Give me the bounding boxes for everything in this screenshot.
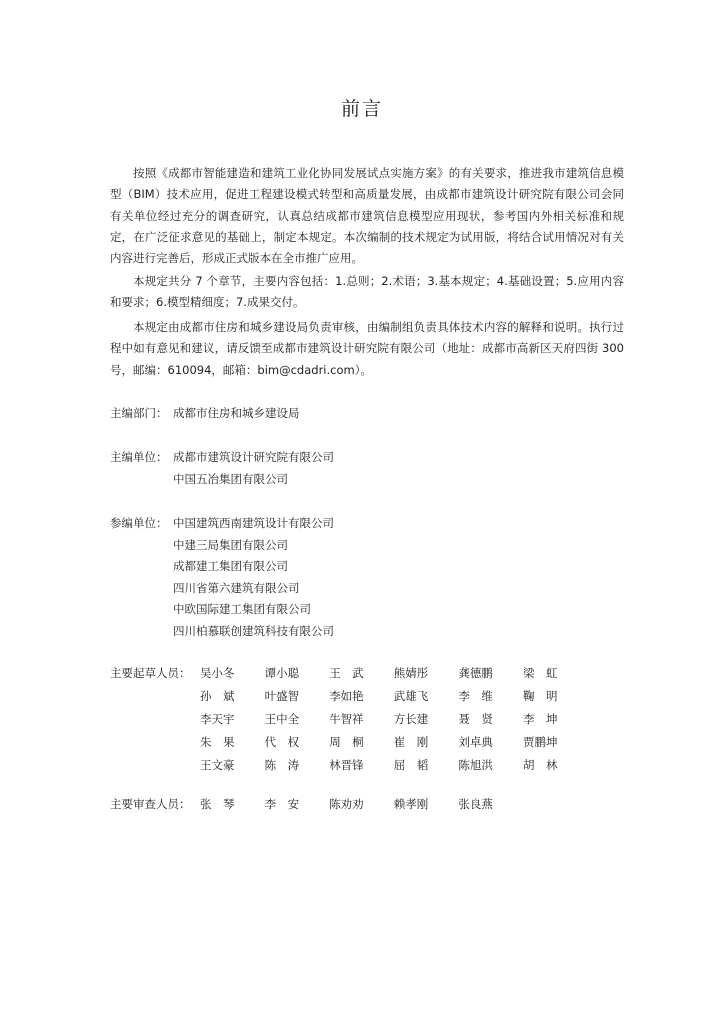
preface-paragraph-2: 本规定共分 7 个章节，主要内容包括：1.总则；2.术语；3.基本规定；4.基础设置；5.应用内容和要求；6.模型精细度；7.成果交付。 bbox=[110, 274, 624, 310]
drafter-name: 熊婧彤 bbox=[393, 666, 429, 680]
chief-units-section bbox=[110, 447, 334, 490]
drafter-name: 屈 韬 bbox=[393, 758, 429, 773]
drafter-name: 牛智祥 bbox=[329, 712, 364, 727]
drafter-name: 孙 斌 bbox=[200, 689, 235, 704]
drafter-name: 李天宇 bbox=[200, 712, 235, 727]
drafter-name: 李如艳 bbox=[329, 689, 364, 704]
chief-unit: 中国五冶集团有限公司 bbox=[173, 471, 288, 486]
drafter-name: 谭小聪 bbox=[264, 666, 300, 680]
drafter-name: 王中全 bbox=[264, 712, 300, 727]
drafter-name: 陈旭洪 bbox=[458, 758, 493, 773]
chief-department-value: 成都市住房和城乡建设局 bbox=[173, 406, 300, 420]
drafter-name: 崔 刚 bbox=[393, 735, 429, 750]
reviewer-name: 李 安 bbox=[264, 797, 300, 811]
reviewer-name: 赖孝刚 bbox=[393, 797, 429, 811]
reviewers-row bbox=[110, 793, 523, 816]
drafters-label: 主要起草人员： bbox=[110, 666, 191, 680]
preface-paragraph-1: 按照《成都市智能建造和建筑工业化协同发展试点实施方案》的有关要求，推进我市建筑信息模型（BIM）技术应用，促进工程建设模式转型和高质量发展，由成都市建筑设计研究院有限公司会同有关单位经过充分的调查研究，认真总结成都市建筑信息模型应用现状，参考国内外相关标准和规定，在广泛征求意见的基础上，制定本规定。本次编制的技术规定为试用版，将结合试用情况对有关内容进行完善后，形成正式版本在全市推广应用。 bbox=[110, 166, 624, 266]
drafters-row bbox=[110, 685, 588, 708]
drafter-name: 陈 涛 bbox=[264, 758, 300, 773]
drafter-name: 林晋锋 bbox=[329, 758, 364, 773]
drafter-name: 李 维 bbox=[458, 689, 493, 704]
participating-units-section bbox=[110, 513, 334, 642]
preface-paragraph-3: 本规定由成都市住房和城乡建设局负责审核，由编制组负责具体技术内容的解释和说明。执行过程中如有意见和建议，请反馈至成都市建筑设计研究院有限公司（地址：成都市高新区天府四街 300 号，邮编：610094，邮箱：bim@cdadri.com）。 bbox=[110, 320, 624, 377]
drafters-row bbox=[110, 708, 588, 731]
drafter-name: 王文豪 bbox=[200, 758, 235, 773]
page-title: 前言 bbox=[340, 98, 383, 120]
drafter-name: 方长建 bbox=[393, 712, 429, 727]
participating-unit: 四川省第六建筑有限公司 bbox=[173, 580, 300, 595]
reviewers-section bbox=[110, 793, 523, 816]
chief-units-label: 主编单位： bbox=[110, 450, 168, 464]
drafter-name: 代 权 bbox=[264, 735, 300, 750]
drafter-name: 李 坤 bbox=[522, 712, 558, 727]
reviewer-name: 张 琴 bbox=[200, 797, 235, 811]
participating-unit: 成都建工集团有限公司 bbox=[173, 559, 288, 573]
participating-unit: 四川柏慕联创建筑科技有限公司 bbox=[173, 623, 334, 638]
reviewer-name: 张良燕 bbox=[458, 797, 493, 811]
chief-department-section bbox=[110, 403, 300, 425]
drafter-name: 朱 果 bbox=[200, 735, 235, 750]
drafters-row bbox=[110, 731, 588, 754]
drafters-section bbox=[110, 662, 588, 777]
participating-unit: 中国建筑西南建筑设计有限公司 bbox=[173, 516, 334, 530]
drafter-name: 胡 林 bbox=[522, 758, 558, 773]
drafter-name: 吴小冬 bbox=[200, 666, 235, 680]
participating-unit: 中欧国际建工集团有限公司 bbox=[173, 602, 311, 616]
drafter-name: 龚德鹏 bbox=[458, 666, 493, 680]
chief-unit: 成都市建筑设计研究院有限公司 bbox=[173, 450, 334, 464]
drafters-row bbox=[110, 662, 588, 685]
drafter-name: 鞠 明 bbox=[522, 689, 558, 704]
drafter-name: 贾鹏坤 bbox=[522, 735, 558, 750]
drafter-name: 武雄飞 bbox=[393, 689, 429, 704]
chief-department-label: 主编部门： bbox=[110, 406, 168, 420]
reviewer-name: 陈劝劝 bbox=[329, 797, 364, 811]
drafter-name: 王 武 bbox=[329, 666, 364, 680]
drafter-name: 周 桐 bbox=[329, 735, 364, 750]
drafter-name: 刘卓典 bbox=[458, 735, 493, 750]
drafters-row bbox=[110, 754, 588, 777]
drafter-name: 聂 贤 bbox=[458, 712, 493, 727]
drafter-name: 叶盛智 bbox=[264, 689, 300, 704]
participating-unit: 中建三局集团有限公司 bbox=[173, 537, 288, 552]
reviewers-label: 主要审查人员： bbox=[110, 797, 191, 811]
drafter-name: 梁 虹 bbox=[522, 666, 558, 680]
participating-units-label: 参编单位： bbox=[110, 516, 168, 530]
